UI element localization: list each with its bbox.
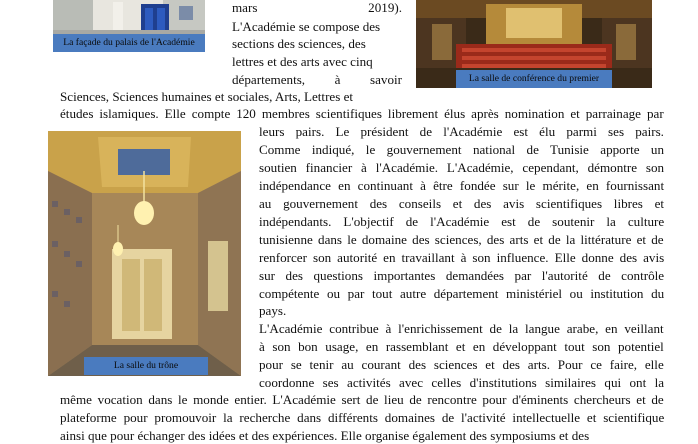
- text-line-3: sections des sciences, des: [232, 36, 366, 51]
- text-line-16: sur des questions importantes demandées par l'autorité de contrôle: [259, 268, 665, 283]
- text-line-4: lettres et des arts avec cinq: [232, 54, 373, 69]
- text-line-15: renforcer son autorité en travaillant à son influence. Elle donne des avis: [259, 250, 665, 265]
- text-line-5-c: savoir: [369, 72, 402, 87]
- facade-figure: [53, 0, 205, 52]
- text-line-1-b: 2019).: [368, 0, 402, 15]
- conference-figure: [416, 0, 652, 88]
- text-line-9: Comme indiqué, le gouvernement national de Tunisie apporte un: [259, 142, 665, 157]
- text-line-18: pays.: [259, 303, 287, 318]
- text-line-14: tunisienne dans le domaine des sciences, des arts et de la littérature et de: [259, 232, 664, 247]
- text-line-1-a: mars: [232, 0, 258, 15]
- text-line-1: [232, 0, 402, 16]
- text-line-7: études islamiques. Elle compte 120 membres scientifiques librement élus après nomination et parrainage par: [60, 106, 664, 121]
- facade-caption: La façade du palais de l'Académie: [53, 34, 205, 52]
- text-line-24: plateforme pour promouvoir la recherche dans différents domaines de l'activité intellectuelle et scientifique: [60, 410, 665, 425]
- text-line-10: soutien financier à l'Académie. L'Académie, cependant, démontre son: [259, 160, 665, 175]
- throne-photo: [48, 131, 241, 376]
- throne-caption: La salle du trône: [84, 357, 208, 375]
- text-line-5-b: à: [334, 72, 341, 87]
- text-line-5: [232, 72, 402, 88]
- text-line-5-a: départements,: [232, 72, 306, 87]
- text-line-6: Sciences, Sciences humaines et sociales, Arts, Lettres et: [60, 89, 354, 104]
- text-line-21: pour se tenir au courant des sciences et des arts. Pour ce faire, elle: [259, 357, 664, 372]
- conference-caption: La salle de conférence du premier: [456, 70, 612, 88]
- text-line-19: L'Académie contribue à l'enrichissement de la langue arabe, en veillant: [259, 321, 664, 336]
- text-line-25: ainsi que pour échanger des idées et des expériences. Elle organise également des symposiums et des: [60, 428, 590, 443]
- text-line-23: même vocation dans le monde entier. L'Académie sert de lieu de rencontre pour d'éminents chercheurs et de: [60, 392, 664, 407]
- text-line-20: à son bon usage, en rassemblant et en développant tout son potentiel: [259, 339, 664, 354]
- text-line-12: au gouvernement des conseils et des avis scientifiques libres et: [259, 196, 665, 211]
- text-line-2: L'Académie se compose des: [232, 19, 381, 34]
- text-line-17: compétente ou par tout autre département ministériel ou institution du: [259, 286, 665, 301]
- text-line-8: leurs pairs. Le président de l'Académie est élu parmi ses pairs.: [259, 124, 664, 139]
- throne-figure: [48, 131, 241, 376]
- text-line-11: indépendance en continuant à être fondée sur le mérite, en fournissant: [259, 178, 665, 193]
- text-line-22: coordonne ses activités avec celles d'institutions similaires qui ont la: [259, 375, 665, 390]
- text-line-13: indépendants. L'objectif de l'Académie est de soutenir la culture: [259, 214, 665, 229]
